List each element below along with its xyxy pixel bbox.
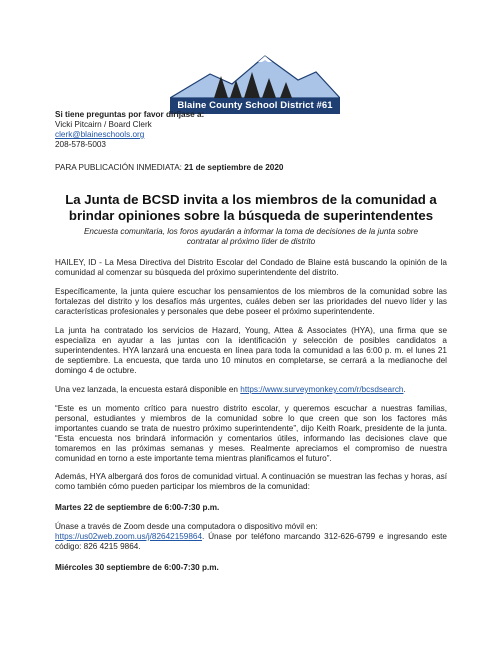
headline: La Junta de BCSD invita a los miembros de la comunidad a brindar opiniones sobre la búsqueda de superintendentes — [65, 192, 437, 223]
logo-banner-text: Blaine County School District #61 — [170, 98, 340, 114]
zoom-intro: Únase a través de Zoom desde una computadora o dispositivo móvil en: — [55, 522, 318, 531]
contact-phone: 208-578-5003 — [55, 140, 106, 149]
contact-prompt: Si tiene preguntas por favor diríjase a: — [55, 110, 205, 119]
release-line — [55, 163, 283, 172]
release-date: 21 de septiembre de 2020 — [184, 163, 284, 172]
survey-prefix: Una vez lanzada, la encuesta estará disponible en — [55, 385, 241, 394]
survey-link[interactable]: https://www.surveymonkey.com/r/bcsdsearch — [240, 385, 404, 394]
paragraph-quote: “Este es un momento crítico para nuestro distrito escolar, y queremos escuchar a nuestras familias, personal, estudiantes y miembros de la comunidad sobre lo que creen que son los factores más importantes cuando se trata de nuestro próximo superintendente”, dijo Keith Roark, presidente de la junta. “Esta encuesta nos brindará información y comentarios útiles, informando las decisiones clave que tomaremos en las próximas semanas y meses. Realmente apreciamos el compromiso de nuestra comunidad en torno a este importante tema mientras planificamos el futuro”. — [55, 404, 447, 463]
paragraph-survey-link — [55, 385, 447, 395]
forum-1-date: Martes 22 de septiembre de 6:00-7:30 p.m. — [55, 503, 220, 512]
release-label: PARA PUBLICACIÓN INMEDIATA: — [55, 163, 182, 172]
contact-name: Vicki Pitcairn / Board Clerk — [55, 120, 152, 129]
contact-email-link[interactable]: clerk@blaineschools.org — [55, 130, 145, 139]
paragraph-zoom — [55, 522, 447, 552]
paragraph-hya: La junta ha contratado los servicios de Hazard, Young, Attea & Associates (HYA), una firma que se especializa en ayudar a las juntas con la identificación y selección de posibles candidatos a superintendentes. HYA lanzará una encuesta en línea para toda la comunidad a las 6:00 p. m. el lunes 21 de septiembre. La encuesta, que tarda uno 10 minutos en completarse, se cerrará a la medianoche del domingo 4 de octubre. — [55, 326, 447, 375]
paragraph-intro: HAILEY, ID - La Mesa Directiva del Distrito Escolar del Condado de Blaine está buscando la opinión de la comunidad al comenzar su búsqueda del próximo superintendente del distrito. — [55, 258, 447, 277]
zoom-link[interactable]: https://us02web.zoom.us/j/82642159864 — [55, 532, 203, 541]
forum-2-date: Miércoles 30 septiembre de 6:00-7:30 p.m. — [55, 563, 219, 572]
subhead: Encuesta comunitaria, los foros ayudarán a informar la toma de decisiones de la junta sobre contratar al próximo líder de distrito — [83, 227, 419, 246]
contact-block — [55, 110, 204, 150]
paragraph-forums: Además, HYA albergará dos foros de comunidad virtual. A continuación se muestran las fechas y horas, así como también cómo pueden participar los miembros de la comunidad: — [55, 472, 447, 491]
survey-suffix: . — [403, 385, 406, 394]
zoom-suffix: . Únase por teléfono marcando 312-626-6799 e ingresando este código: 826 4215 9864. — [55, 532, 447, 551]
paragraph-board-wants: Específicamente, la junta quiere escuchar los pensamientos de los miembros de la comunidad sobre las fortalezas del distrito y los desafíos más urgentes, cuáles deben ser las prioridades del nuevo líder y las características profesionales y personales que debe poseer el próximo superintendente. — [55, 287, 447, 316]
